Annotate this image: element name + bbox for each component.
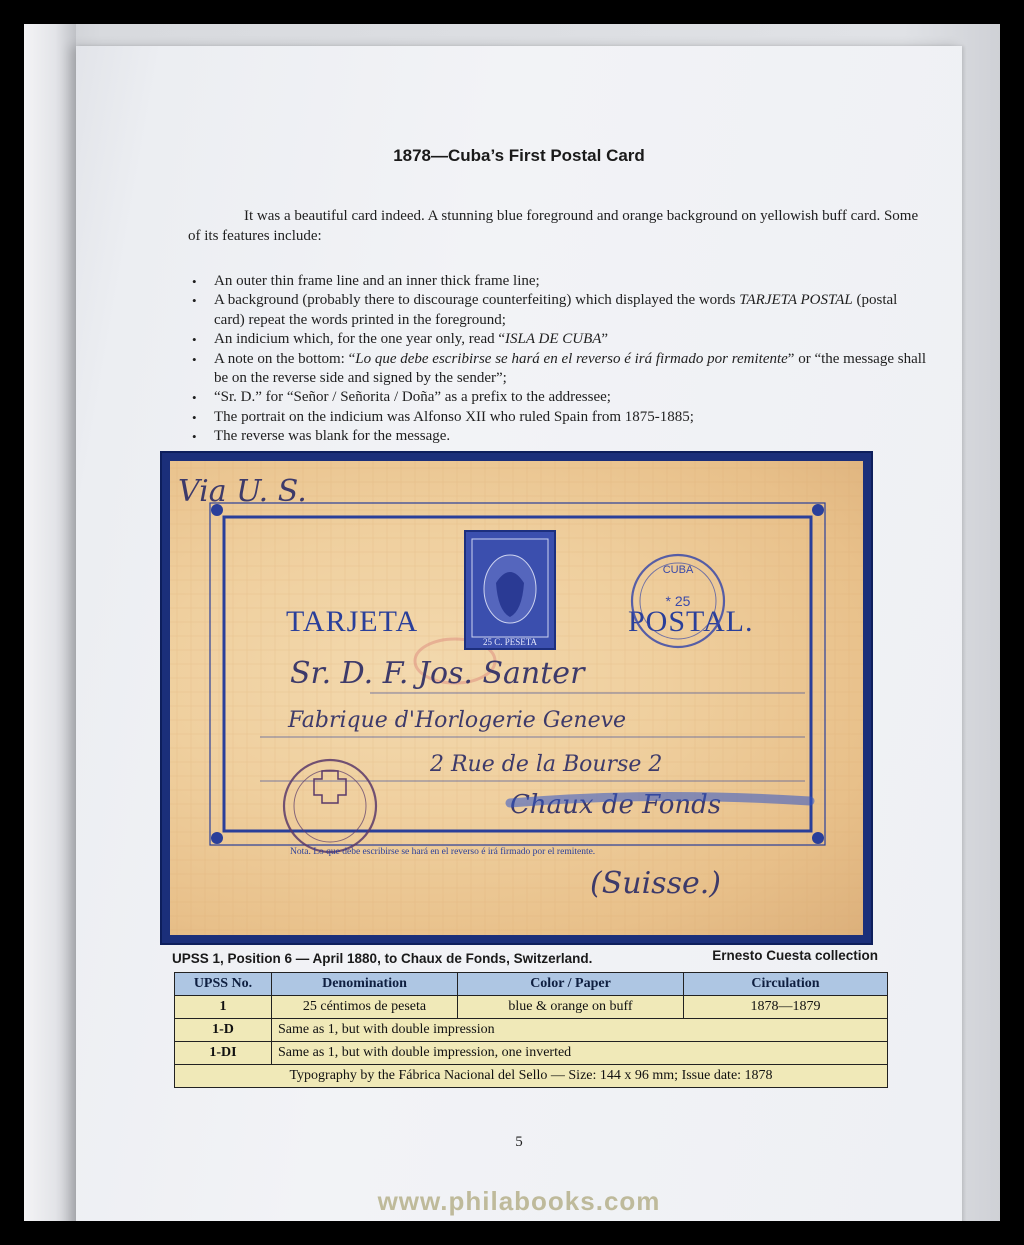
cell-upss-no: 1 bbox=[175, 996, 271, 1018]
card-note: Nota. Lo que debe escribirse se hará en el reverso é irá firmado por el remitente. bbox=[290, 847, 596, 857]
handwriting-line4: Chaux de Fonds bbox=[510, 790, 722, 820]
table-row bbox=[175, 995, 887, 1018]
page-title: 1878—Cuba’s First Postal Card bbox=[393, 146, 645, 165]
feature-text: The reverse was blank for the message. bbox=[214, 428, 451, 445]
feature-text: (postal card) repeat the words printed in the foreground; bbox=[214, 292, 898, 328]
feature-italic: Lo que debe escribirse se hará en el reverso é irá firmado por remitente bbox=[355, 350, 788, 367]
feature-italic: TARJETA POSTAL bbox=[739, 292, 853, 309]
intro-text: It was a beautiful card indeed. A stunning blue foreground and orange background on yellowish buff card. Some of its features include: bbox=[188, 208, 919, 244]
list-item bbox=[188, 272, 928, 291]
list-item bbox=[188, 330, 928, 349]
page-number: 5 bbox=[515, 1134, 523, 1150]
list-item bbox=[188, 350, 928, 389]
handwriting-line3: 2 Rue de la Bourse 2 bbox=[430, 752, 663, 777]
feature-text: A background (probably there to discourage counterfeiting) which displayed the words bbox=[214, 292, 740, 309]
feature-list bbox=[188, 272, 928, 447]
table-row bbox=[175, 1018, 887, 1041]
cell-color-paper: blue & orange on buff bbox=[457, 996, 683, 1018]
feature-text: An outer thin frame line and an inner thick frame line; bbox=[214, 273, 540, 289]
header-color-paper: Color / Paper bbox=[457, 973, 683, 995]
indicium-stamp bbox=[465, 531, 555, 649]
cell-description: Same as 1, but with double impression, one inverted bbox=[271, 1042, 887, 1064]
handwriting-country: (Suisse.) bbox=[590, 866, 721, 901]
stamp-denomination: 25 C. PESETA bbox=[482, 637, 538, 647]
feature-text: “Sr. D.” for “Señor / Señorita / Doña” as a prefix to the addressee; bbox=[214, 389, 611, 406]
list-item bbox=[188, 291, 928, 330]
cell-circulation: 1878—1879 bbox=[683, 996, 887, 1018]
table-header-row bbox=[175, 973, 887, 995]
header-upss-no: UPSS No. bbox=[175, 973, 271, 995]
handwriting-line2: Fabrique d'Horlogerie Geneve bbox=[288, 708, 627, 733]
cell-upss-no: 1-DI bbox=[175, 1042, 271, 1064]
header-circulation: Circulation bbox=[683, 973, 887, 995]
cell-upss-no: 1-D bbox=[175, 1019, 271, 1041]
postal-card-illustration bbox=[170, 461, 863, 935]
cell-denomination: 25 céntimos de peseta bbox=[271, 996, 457, 1018]
cell-description: Same as 1, but with double impression bbox=[271, 1019, 887, 1041]
postal-card bbox=[170, 461, 863, 935]
table-footer-row bbox=[175, 1064, 887, 1087]
header-denomination: Denomination bbox=[271, 973, 457, 995]
feature-text: ” or “the message shall be on the reverse side and signed by the sender”; bbox=[214, 350, 927, 387]
card-word-postal: POSTAL. bbox=[628, 605, 754, 638]
feature-italic: ISLA DE CUBA bbox=[505, 331, 602, 348]
caption-credit: Ernesto Cuesta collection bbox=[712, 948, 878, 963]
feature-text: An indicium which, for the one year only, read “ bbox=[214, 331, 506, 348]
feature-text: A note on the bottom: “ bbox=[214, 350, 356, 367]
postmark-right-date: * 25 bbox=[665, 593, 691, 609]
table-footer-note: Typography by the Fábrica Nacional del Sello — Size: 144 x 96 mm; Issue date: 1878 bbox=[175, 1065, 887, 1087]
left-page-edge bbox=[24, 24, 76, 1221]
table-row bbox=[175, 1041, 887, 1064]
intro-paragraph bbox=[188, 206, 928, 246]
postmark-right-text: CUBA bbox=[662, 564, 694, 576]
figure-caption bbox=[172, 948, 882, 966]
list-item bbox=[188, 427, 928, 446]
book-photo bbox=[24, 24, 1000, 1221]
book-page bbox=[76, 46, 962, 1221]
caption-text: UPSS 1, Position 6 — April 1880, to Chaux de Fonds, Switzerland. bbox=[172, 951, 593, 966]
feature-text: The portrait on the indicium was Alfonso XII who ruled Spain from 1875-1885; bbox=[214, 408, 694, 425]
feature-text: ” bbox=[601, 331, 609, 348]
list-item bbox=[188, 388, 928, 407]
list-item bbox=[188, 408, 928, 427]
postal-card-image-frame bbox=[160, 451, 873, 945]
watermark: www.philabooks.com bbox=[377, 1186, 661, 1216]
handwriting-addressee: Sr. D. F. Jos. Santer bbox=[290, 656, 585, 691]
upss-table bbox=[174, 972, 888, 1088]
card-word-tarjeta: TARJETA bbox=[286, 605, 419, 638]
handwriting-via: Via U. S. bbox=[178, 474, 307, 509]
